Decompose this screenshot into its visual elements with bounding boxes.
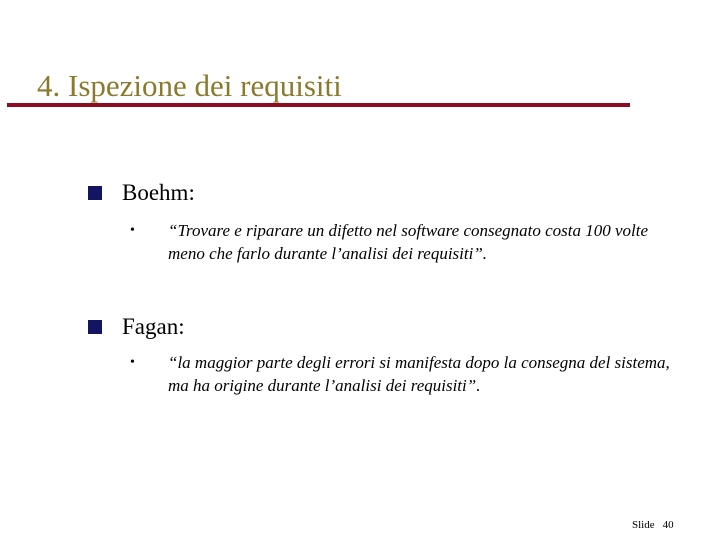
slide-label: Slide <box>632 519 655 531</box>
slide-footer <box>632 518 674 532</box>
quote-boehm: “Trovare e riparare un difetto nel software consegnato costa 100 volte meno che farlo durante l’analisi dei requisiti”. <box>168 221 649 263</box>
slide-title: 4. Ispezione dei requisiti <box>37 68 342 103</box>
sub-bullet-dot-icon: • <box>130 223 135 238</box>
bullet-square-icon <box>88 320 102 334</box>
quote-fagan: “la maggior parte degli errori si manifesta dopo la consegna del sistema, ma ha origine durante l’analisi dei requisiti”. <box>168 353 670 395</box>
bullet-square-icon <box>88 186 102 200</box>
title-underline <box>7 103 630 107</box>
slide-number: 40 <box>662 519 674 531</box>
sub-bullet-dot-icon: • <box>130 355 135 370</box>
bullet-label-boehm: Boehm: <box>122 180 195 205</box>
bullet-label-fagan: Fagan: <box>122 314 185 339</box>
